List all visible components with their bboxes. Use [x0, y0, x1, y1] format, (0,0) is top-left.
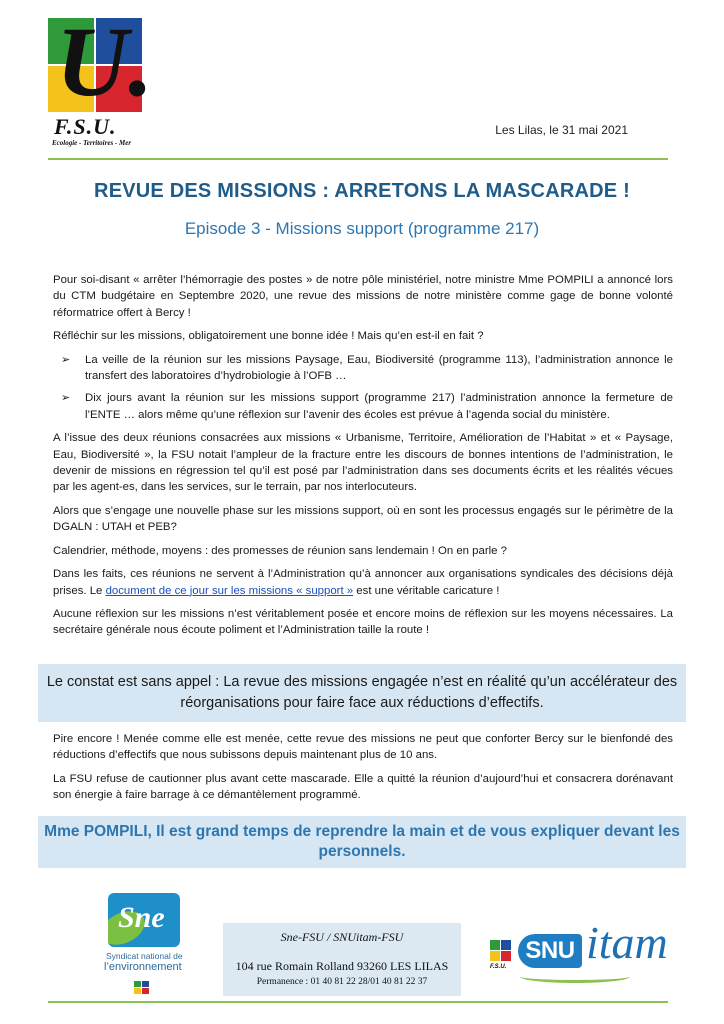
paragraph-intro: Pour soi-disant « arrêter l’hémorragie des postes » de notre pôle ministériel, notre ministre Mme POMPILI a annoncé lors du CTM budgétaire en Septembre 2020, une revue des missions de notre ministère comme gage de bonne volonté réformatrice offert à Bercy !	[53, 274, 673, 319]
callout-conclusion-text: Le constat est sans appel : La revue des missions engagée n’est en réalité qu’un accélérateur des réorganisations pour faire face aux réductions d’effectifs.	[46, 674, 678, 711]
paragraph-question: Réfléchir sur les missions, obligatoirement une bonne idée ! Mais qu’en est-il en fait ?	[53, 330, 484, 343]
document-subtitle: Episode 3 - Missions support (programme 217)	[184, 219, 540, 238]
bullet-item	[53, 352, 673, 385]
bullet-list	[53, 352, 673, 424]
snuitam-itam-word: itam	[586, 917, 668, 968]
bullet-item	[53, 390, 673, 423]
address-union-sne: Sne	[280, 930, 298, 944]
snuitam-fsu-icon	[490, 940, 512, 962]
callout-conclusion	[38, 664, 686, 722]
address-phone: Permanence : 01 40 81 22 28/01 40 81 22 37	[256, 977, 428, 987]
body-section-1	[53, 272, 673, 646]
paragraph-facts-end: est une véritable caricature !	[353, 584, 500, 597]
address-union-itam: itam	[355, 930, 378, 944]
address-union-end: -FSU	[377, 930, 404, 944]
snuitam-snu-word: SNU	[518, 934, 582, 968]
document-title: REVUE DES MISSIONS : ARRETONS LA MASCARADE !	[94, 180, 630, 202]
address-street: 104 rue Romain Rolland 93260 LES LILAS	[235, 959, 449, 973]
address-unions	[223, 930, 461, 945]
sne-logo-mark	[108, 893, 180, 947]
sne-logo	[100, 893, 190, 999]
fsu-logo-letter: U.	[56, 6, 154, 117]
paragraph-refusal: La FSU refuse de cautionner plus avant cette mascarade. Elle a quitté la réunion d’aujourd’hui et consacrera dorénavant son énergie à faire barrage à ce démantèlement programmé.	[53, 772, 673, 802]
paragraph-facts	[53, 566, 673, 599]
mini-fsu-icon	[134, 981, 150, 995]
header-divider	[48, 158, 668, 160]
document-date: Les Lilas, le 31 mai 2021	[495, 123, 628, 137]
bullet-text: La veille de la réunion sur les missions Paysage, Eau, Biodiversité (programme 113), l’administration annonce le transfert des laboratoires d’hydrobiologie à l’OFB …	[85, 353, 673, 383]
paragraph-worse: Pire encore ! Menée comme elle est menée, cette revue des missions ne peut que conforter Bercy sur le bienfondé des réductions d’effectifs que nous subissons depuis maintenant plus de 10 ans.	[53, 733, 673, 762]
sne-logo-word: Sne	[118, 901, 165, 934]
paragraph-calendar: Calendrier, méthode, moyens : des promesses de réunion sans lendemain ! On en parle ?	[53, 544, 507, 557]
callout-appeal-text: Mme POMPILI, Il est grand temps de reprendre la main et de vous expliquer devant les personnels.	[44, 823, 680, 860]
paragraph-no-reflection: Aucune réflexion sur les missions n’est véritablement posée et encore moins de réflexion sur les moyens nécessaires. La secrétaire générale nous écoute poliment et l’Administration taille la route !	[53, 607, 673, 637]
snuitam-logo	[490, 918, 680, 988]
footer-divider	[48, 1001, 668, 1003]
paragraph-facts-start: Dans les faits, ces réunions ne servent à l’Administration qu’à annoncer aux organisations syndicales des décisions déjà prises. Le	[53, 568, 673, 597]
support-document-link[interactable]: document de ce jour sur les missions « support »	[105, 584, 354, 597]
paragraph-new-phase: Alors que s’engage une nouvelle phase sur les missions support, où en sont les processus engagés sur le périmètre de la DGALN : UTAH et PEB?	[53, 504, 673, 534]
sne-logo-line1: Syndicat national de	[106, 951, 183, 961]
swoosh-icon	[520, 970, 630, 983]
callout-appeal	[38, 816, 686, 868]
sne-logo-line2: l’environnement	[104, 961, 182, 973]
fsu-logo-squares	[48, 6, 154, 117]
body-section-2	[53, 731, 673, 811]
paragraph-meetings: A l’issue des deux réunions consacrées aux missions « Urbanisme, Territoire, Amélioration de l’Habitat » et « Paysage, Eau, Biodiversité », la FSU notait l’ampleur de la fracture entre les discours de bonnes intentions de l’administration, le devenir de missions en régression tel qu’il est posé par l’administration dans ses documents écrits et les réalités vécues par les agent-es, dans les services, sur le terrain, par nos interlocuteurs.	[53, 432, 673, 494]
snuitam-fsu-label: F.S.U.	[490, 964, 507, 970]
address-box	[223, 923, 461, 996]
address-union-sep: -FSU / SNU	[297, 930, 356, 944]
fsu-logo-tagline: Ecologie - Territoires - Mer	[52, 139, 132, 147]
fsu-logo	[48, 6, 154, 147]
bullet-text: Dix jours avant la réunion sur les missions support (programme 217) l’administration annonce la fermeture de l’ENTE … alors même qu’une réflexion sur l’avenir des écoles est prévue à l’agenda social du ministère.	[85, 392, 673, 421]
arrow-bullet-icon: ➢	[61, 353, 71, 366]
arrow-bullet-icon: ➢	[61, 392, 71, 405]
fsu-logo-name: F.S.U.	[54, 114, 117, 139]
